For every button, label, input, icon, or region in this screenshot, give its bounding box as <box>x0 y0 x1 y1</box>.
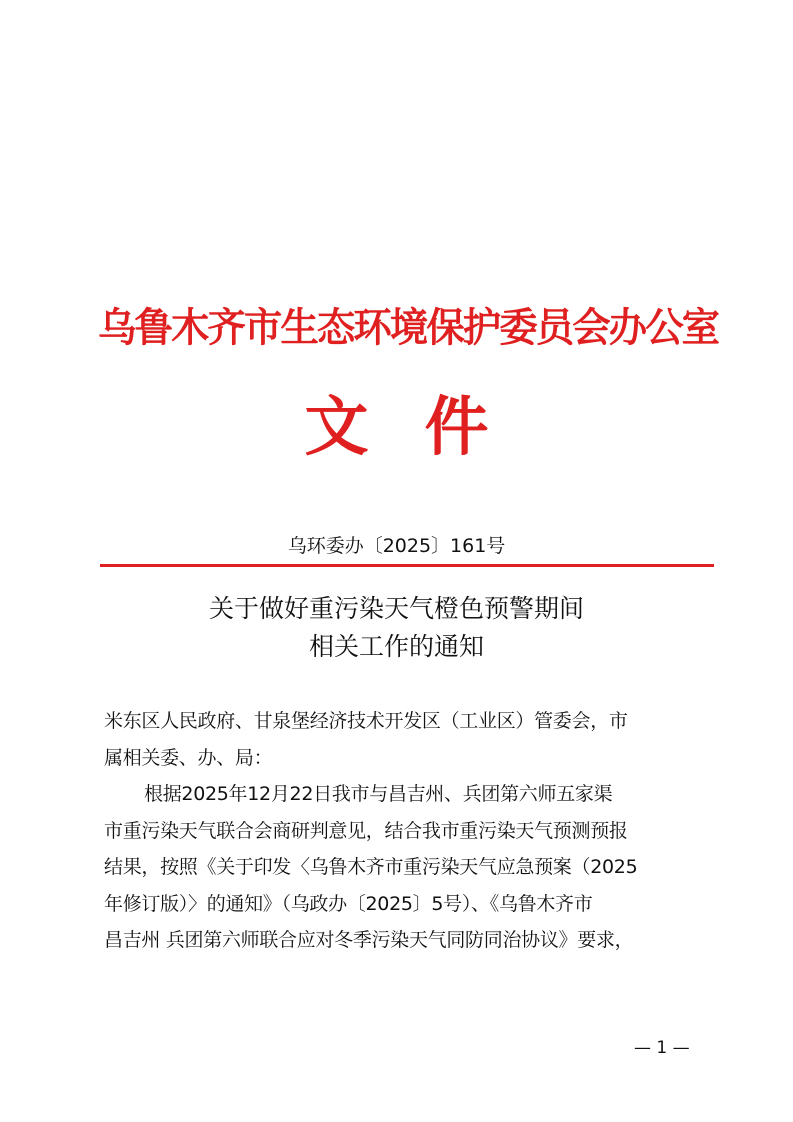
red-divider-line <box>100 564 714 567</box>
paragraph-line-2: 市重污染天气联合会商研判意见，结合我市重污染天气预测预报 <box>104 819 628 842</box>
paragraph-line-4: 年修订版）〉的通知》（乌政办〔2025〕5号）、《乌鲁木齐市 <box>104 892 593 915</box>
addressee-line-2: 属相关委、办、局： <box>104 746 273 769</box>
paragraph-line-3: 结果，按照《关于印发〈乌鲁木齐市重污染天气应急预案（2025 <box>104 856 638 878</box>
doc-type-heading: 文件 <box>304 391 545 465</box>
document-title <box>0 590 793 666</box>
paragraph-line-1: 根据2025年12月22日我市与昌吉州、兵团第六师五家渠 <box>144 783 613 805</box>
title-line-2: 相关工作的通知 <box>308 632 484 661</box>
addressee-line-1: 米东区人民政府、甘泉堡经济技术开发区（工业区）管委会，市 <box>104 710 628 732</box>
title-line-1: 关于做好重污染天气橙色预警期间 <box>208 594 584 623</box>
doc-number: 乌环委办〔2025〕161号 <box>287 535 506 557</box>
org-name-header: 乌鲁木齐市生态环境保护委员会办公室 <box>98 305 719 351</box>
paragraph-line-5: 昌吉州 兵团第六师联合应对冬季污染天气同防同治协议》要求， <box>104 929 634 951</box>
page-number: — 1 — <box>634 1038 690 1058</box>
body-text <box>104 703 698 959</box>
